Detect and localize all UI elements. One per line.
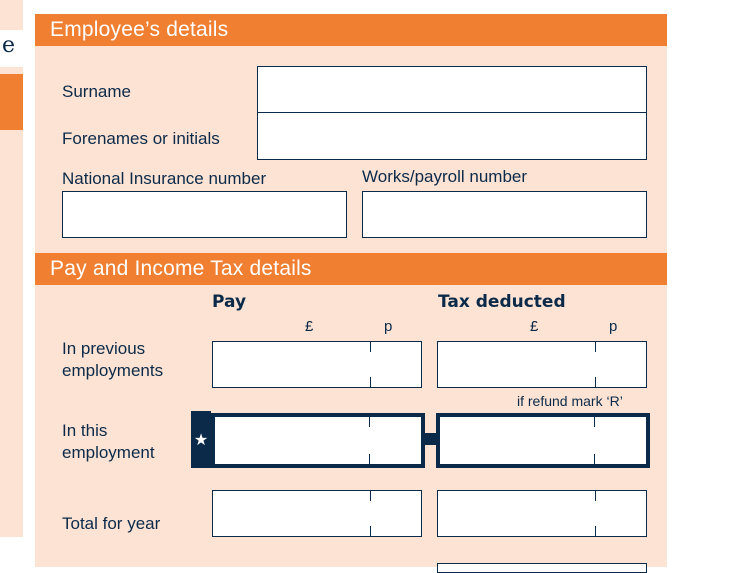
adjacent-panel-bar bbox=[0, 74, 23, 130]
employee-details-header bbox=[35, 14, 667, 46]
pence-divider bbox=[594, 417, 595, 427]
star-icon: ★ bbox=[191, 411, 211, 468]
pence-divider bbox=[594, 454, 595, 464]
employee-details-title: Employee’s details bbox=[50, 18, 229, 41]
ni-number-label: National Insurance number bbox=[62, 169, 267, 188]
total-tax-field[interactable] bbox=[437, 490, 647, 537]
pay-column-header: Pay bbox=[212, 292, 247, 312]
this-employment-label: In this employment bbox=[62, 421, 155, 462]
pence-divider bbox=[595, 342, 596, 352]
this-employment-tax-field[interactable] bbox=[436, 413, 650, 468]
refund-note: if refund mark ‘R’ bbox=[517, 393, 623, 409]
pay-pounds-unit: £ bbox=[305, 318, 314, 335]
next-field-fragment[interactable] bbox=[437, 563, 647, 573]
pence-divider bbox=[369, 454, 370, 464]
pence-divider bbox=[370, 377, 371, 387]
pence-divider bbox=[595, 526, 596, 536]
forenames-field[interactable] bbox=[257, 112, 647, 160]
pay-pence-unit: p bbox=[384, 318, 393, 335]
surname-field[interactable] bbox=[257, 66, 647, 113]
pay-tax-details-title: Pay and Income Tax details bbox=[50, 257, 312, 280]
this-employment-pay-field[interactable] bbox=[211, 413, 425, 468]
works-payroll-label: Works/payroll number bbox=[362, 167, 528, 186]
previous-tax-field[interactable] bbox=[437, 341, 647, 388]
pence-divider bbox=[595, 377, 596, 387]
pence-divider bbox=[370, 526, 371, 536]
previous-pay-field[interactable] bbox=[212, 341, 422, 388]
pence-divider bbox=[370, 342, 371, 352]
adjacent-panel-title-fragment: e bbox=[2, 33, 16, 58]
previous-employments-label: In previous employments bbox=[62, 339, 164, 380]
pence-divider bbox=[370, 491, 371, 501]
surname-label: Surname bbox=[62, 82, 131, 101]
works-payroll-field[interactable] bbox=[362, 191, 647, 238]
ni-number-field[interactable] bbox=[62, 191, 347, 238]
pence-divider bbox=[595, 491, 596, 501]
total-for-year-label: Total for year bbox=[62, 514, 161, 533]
tax-pounds-unit: £ bbox=[530, 318, 539, 335]
tax-column-header: Tax deducted bbox=[438, 292, 566, 312]
pence-divider bbox=[369, 417, 370, 427]
forenames-label: Forenames or initials bbox=[62, 129, 220, 148]
tax-pence-unit: p bbox=[609, 318, 618, 335]
pay-tax-details-header bbox=[35, 253, 667, 285]
total-pay-field[interactable] bbox=[212, 490, 422, 537]
